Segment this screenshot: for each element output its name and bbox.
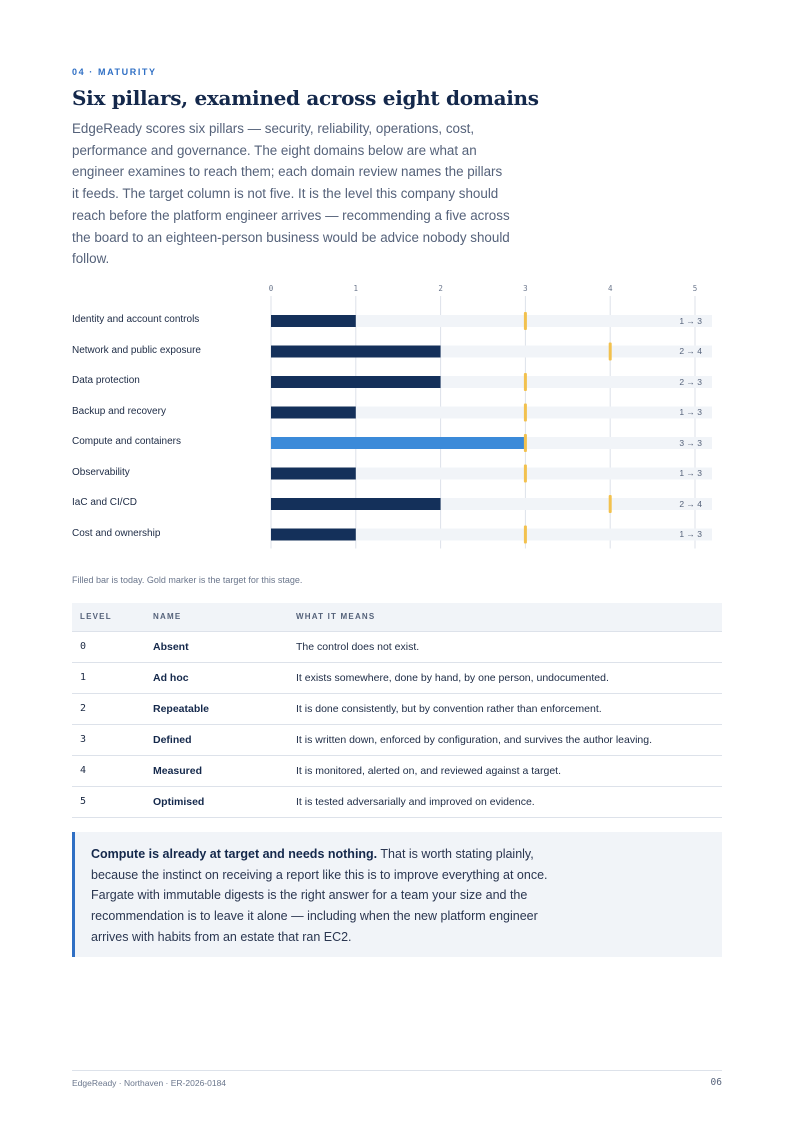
current-bar	[271, 498, 441, 510]
level-meaning: The control does not exist.	[288, 631, 722, 662]
callout-body: That is worth stating plainly, because the instinct on receiving a report like this is to improve everything at once. Fargate with immutable digests is the right answer for a team your size and the recommendation is to leave it alone — including when the new platform engineer arrives with habits from an estate that ran EC2.	[91, 847, 548, 944]
table-row	[72, 693, 722, 724]
score-label: 2 → 3	[679, 376, 702, 387]
level-name: Optimised	[145, 786, 288, 817]
score-label: 1 → 3	[679, 529, 702, 539]
level-name: Measured	[145, 755, 288, 786]
level-number: 1	[72, 662, 145, 693]
target-marker	[524, 312, 527, 330]
intro-paragraph: EdgeReady scores six pillars — security, reliability, operations, cost, performance and governance. The eight domains below are what an engineer examines to reach them; each domain review names the pillars it feeds. The target column is not five. It is the level this company should reach before the platform engineer arrives — recommending a five across the board to an eighteen-person business would be advice nobody should follow.	[72, 121, 510, 267]
level-meaning: It is tested adversarially and improved on evidence.	[288, 786, 722, 817]
level-meaning: It is written down, enforced by configuration, and survives the author leaving.	[288, 724, 722, 755]
x-tick-label: 0	[268, 284, 274, 293]
table-row	[72, 724, 722, 755]
current-bar	[271, 376, 441, 388]
domain-label: Cost and ownership	[72, 527, 161, 539]
target-marker	[609, 495, 612, 513]
level-number: 0	[72, 631, 145, 662]
footer-divider	[72, 1070, 722, 1071]
level-name: Ad hoc	[145, 662, 288, 693]
current-bar	[271, 407, 356, 419]
level-meaning: It is monitored, alerted on, and reviewed against a target.	[288, 755, 722, 786]
score-label: 3 → 3	[679, 437, 702, 448]
header-meaning: WHAT IT MEANS	[288, 603, 722, 631]
target-marker	[609, 343, 612, 361]
domain-label: IaC and CI/CD	[72, 497, 138, 508]
score-label: 1 → 3	[679, 407, 702, 417]
level-meaning: It is done consistently, but by convention rather than enforcement.	[288, 693, 722, 724]
domain-label: Observability	[72, 466, 130, 478]
section-eyebrow: 04 · MATURITY	[72, 67, 157, 77]
domain-label: Compute and containers	[72, 436, 181, 447]
x-tick-label: 1	[353, 284, 359, 293]
target-marker	[524, 373, 527, 391]
table-row	[72, 786, 722, 817]
x-tick-label: 2	[438, 284, 443, 293]
score-label: 1 → 3	[679, 468, 702, 478]
header-name: NAME	[145, 603, 288, 631]
table-header-row	[72, 603, 722, 631]
level-name: Defined	[145, 724, 288, 755]
compute-callout	[72, 832, 722, 957]
current-bar	[271, 529, 356, 541]
callout-text	[91, 844, 561, 948]
footer-reference: EdgeReady · Northaven · ER-2026-0184	[72, 1078, 227, 1088]
current-bar	[271, 315, 356, 327]
current-bar	[271, 468, 356, 480]
domain-label: Network and public exposure	[72, 344, 201, 356]
domain-label: Identity and account controls	[72, 314, 200, 325]
score-label: 1 → 3	[679, 315, 702, 326]
x-tick-label: 4	[607, 284, 613, 293]
current-bar	[271, 346, 441, 358]
table-row	[72, 662, 722, 693]
header-level: LEVEL	[72, 603, 145, 631]
level-number: 2	[72, 693, 145, 724]
domain-label: Data protection	[72, 375, 140, 386]
score-label: 2 → 4	[679, 498, 702, 509]
target-marker	[524, 404, 527, 422]
chart-caption: Filled bar is today. Gold marker is the target for this stage.	[72, 575, 303, 585]
level-number: 3	[72, 724, 145, 755]
page-number: 06	[710, 1077, 722, 1088]
level-name: Absent	[145, 631, 288, 662]
level-number: 4	[72, 755, 145, 786]
maturity-levels-table	[72, 603, 722, 818]
target-marker	[524, 526, 527, 544]
domain-label: Backup and recovery	[72, 405, 166, 417]
callout-lead: Compute is already at target and needs nothing.	[91, 847, 378, 861]
x-tick-label: 3	[523, 284, 528, 293]
target-marker	[524, 434, 527, 452]
level-meaning: It exists somewhere, done by hand, by one person, undocumented.	[288, 662, 722, 693]
table-row	[72, 631, 722, 662]
table-row	[72, 755, 722, 786]
score-label: 2 → 4	[679, 346, 702, 356]
level-number: 5	[72, 786, 145, 817]
maturity-chart	[72, 282, 722, 544]
section-title: Six pillars, examined across eight domains	[72, 86, 539, 110]
current-bar	[271, 437, 525, 449]
x-tick-label: 5	[692, 284, 698, 293]
target-marker	[524, 465, 527, 483]
level-name: Repeatable	[145, 693, 288, 724]
